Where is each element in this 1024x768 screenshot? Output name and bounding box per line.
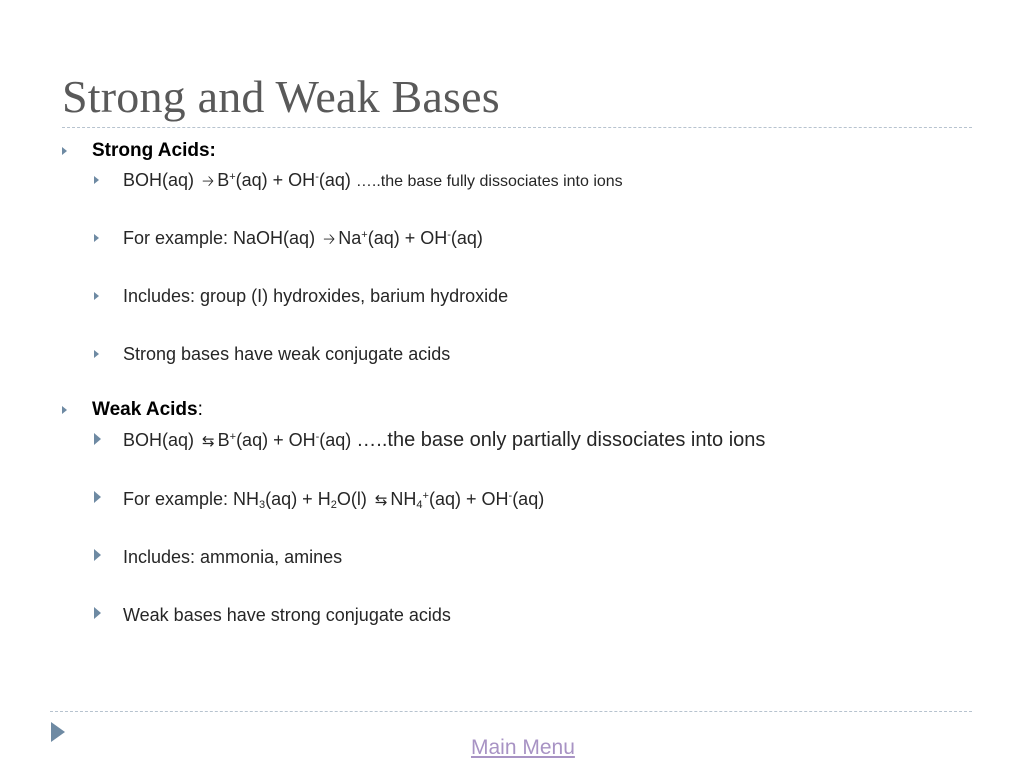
strong-equation-note: …..the base fully dissociates into ions <box>355 173 623 190</box>
footer-divider <box>50 711 972 712</box>
strong-includes-line: Includes: group (I) hydroxides, barium hydroxide <box>123 286 509 306</box>
bullet-triangle-icon <box>62 406 67 414</box>
strong-conjugate-line: Strong bases have weak conjugate acids <box>123 344 451 364</box>
weak-example-line: For example: $NH_3(aq) + H_2O(l)$ ⇆ $NH_4^+(aq) + OH^-(aq)$ <box>123 489 545 511</box>
weak-includes-line: Includes: ammonia, amines <box>123 547 343 567</box>
weak-equation-note: …..the base only partially dissociates into ions <box>356 429 766 451</box>
weak-acids-heading: Weak Acids: <box>92 399 203 420</box>
bullet-triangle-icon <box>94 292 99 300</box>
bullet-triangle-icon <box>62 147 67 155</box>
bullet-triangle-icon <box>94 176 99 184</box>
weak-conjugate-line: Weak bases have strong conjugate acids <box>123 605 451 625</box>
slide-title: Strong and Weak Bases <box>62 71 500 122</box>
bullet-triangle-icon <box>94 491 101 503</box>
title-divider <box>62 127 972 128</box>
bullet-triangle-icon <box>94 350 99 358</box>
right-arrow-icon: 🡢 <box>202 172 215 190</box>
bullet-triangle-icon <box>94 607 101 619</box>
equilibrium-arrows-icon: ⇆ <box>374 491 388 509</box>
weak-equation-line: BOH(aq) ⇆ B+(aq) + OH-(aq) …..the base only partially dissociates into ions <box>123 429 766 451</box>
next-slide-arrow-icon[interactable] <box>51 722 65 742</box>
bullet-triangle-icon <box>94 433 101 445</box>
strong-equation-line: BOH(aq) 🡢 B+(aq) + OH-(aq) …..the base fully dissociates into ions <box>123 170 623 190</box>
bullet-triangle-icon <box>94 549 101 561</box>
bullet-triangle-icon <box>94 234 99 242</box>
strong-example-line: For example: NaOH(aq) 🡢 Na+(aq) + OH-(aq) <box>123 228 483 248</box>
strong-acids-heading: Strong Acids: <box>92 140 216 161</box>
right-arrow-icon: 🡢 <box>323 230 336 248</box>
main-menu-link[interactable]: Main Menu <box>471 736 575 759</box>
equilibrium-arrows-icon: ⇆ <box>202 432 215 450</box>
